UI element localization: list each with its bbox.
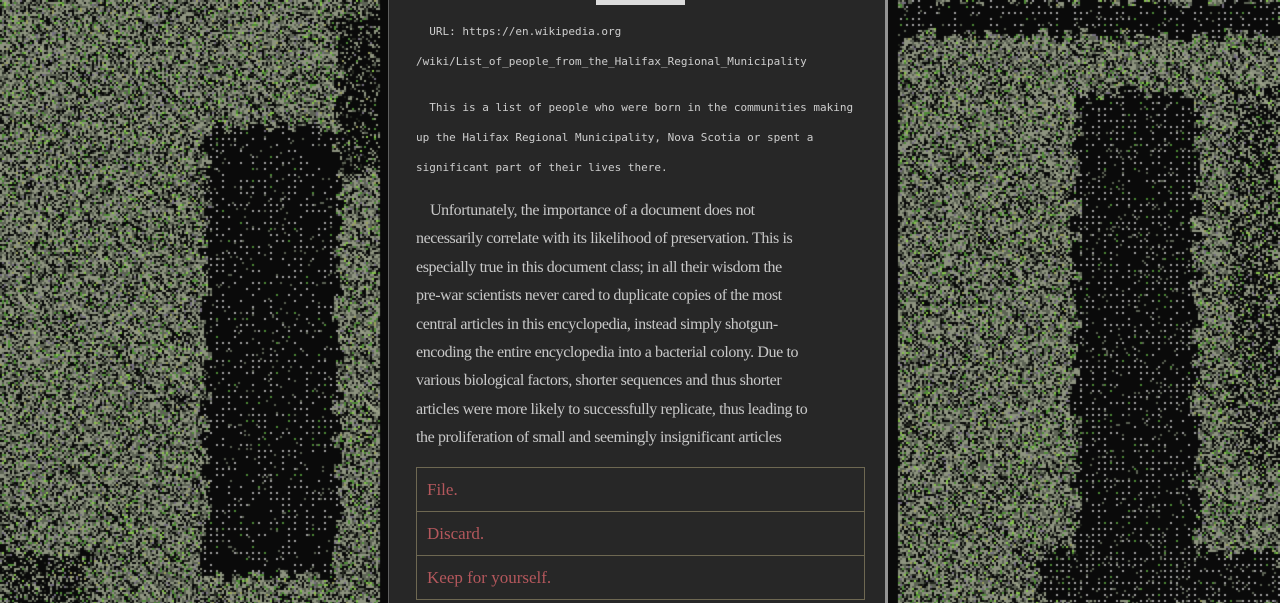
document-panel xyxy=(388,0,888,603)
choice-keep-button[interactable]: Keep for yourself. xyxy=(416,555,865,600)
panel-top-divider xyxy=(596,0,685,5)
document-summary: This is a list of people who were born in the communities making up the Halifax Regional Municipality, Nova Scotia or spent a significant part of their lives there. xyxy=(416,101,854,174)
document-body: Unfortunately, the importance of a document does not necessarily correlate with its likelihood of preservation. This is especially true in this document class; in all their wisdom the pre-war scientists never cared to duplicate copies of the most central articles in this encyclopedia, instead simply shotgun- encoding the entire encyclopedia into a bacterial colony. Due to various biological factors, shorter sequences and thus shorter articles were more likely to successfully replicate, thus leading to the proliferation of small and seemingly insignificant articles xyxy=(416,202,808,447)
choice-file-button[interactable]: File. xyxy=(416,467,865,512)
choice-discard-button[interactable]: Discard. xyxy=(416,511,865,556)
document-url: URL: https://en.wikipedia.org /wiki/List_of_people_from_the_Halifax_Regional_Municipality xyxy=(416,25,807,68)
choice-list xyxy=(416,467,865,600)
scrollbar[interactable] xyxy=(885,0,888,603)
document-content xyxy=(389,0,888,600)
